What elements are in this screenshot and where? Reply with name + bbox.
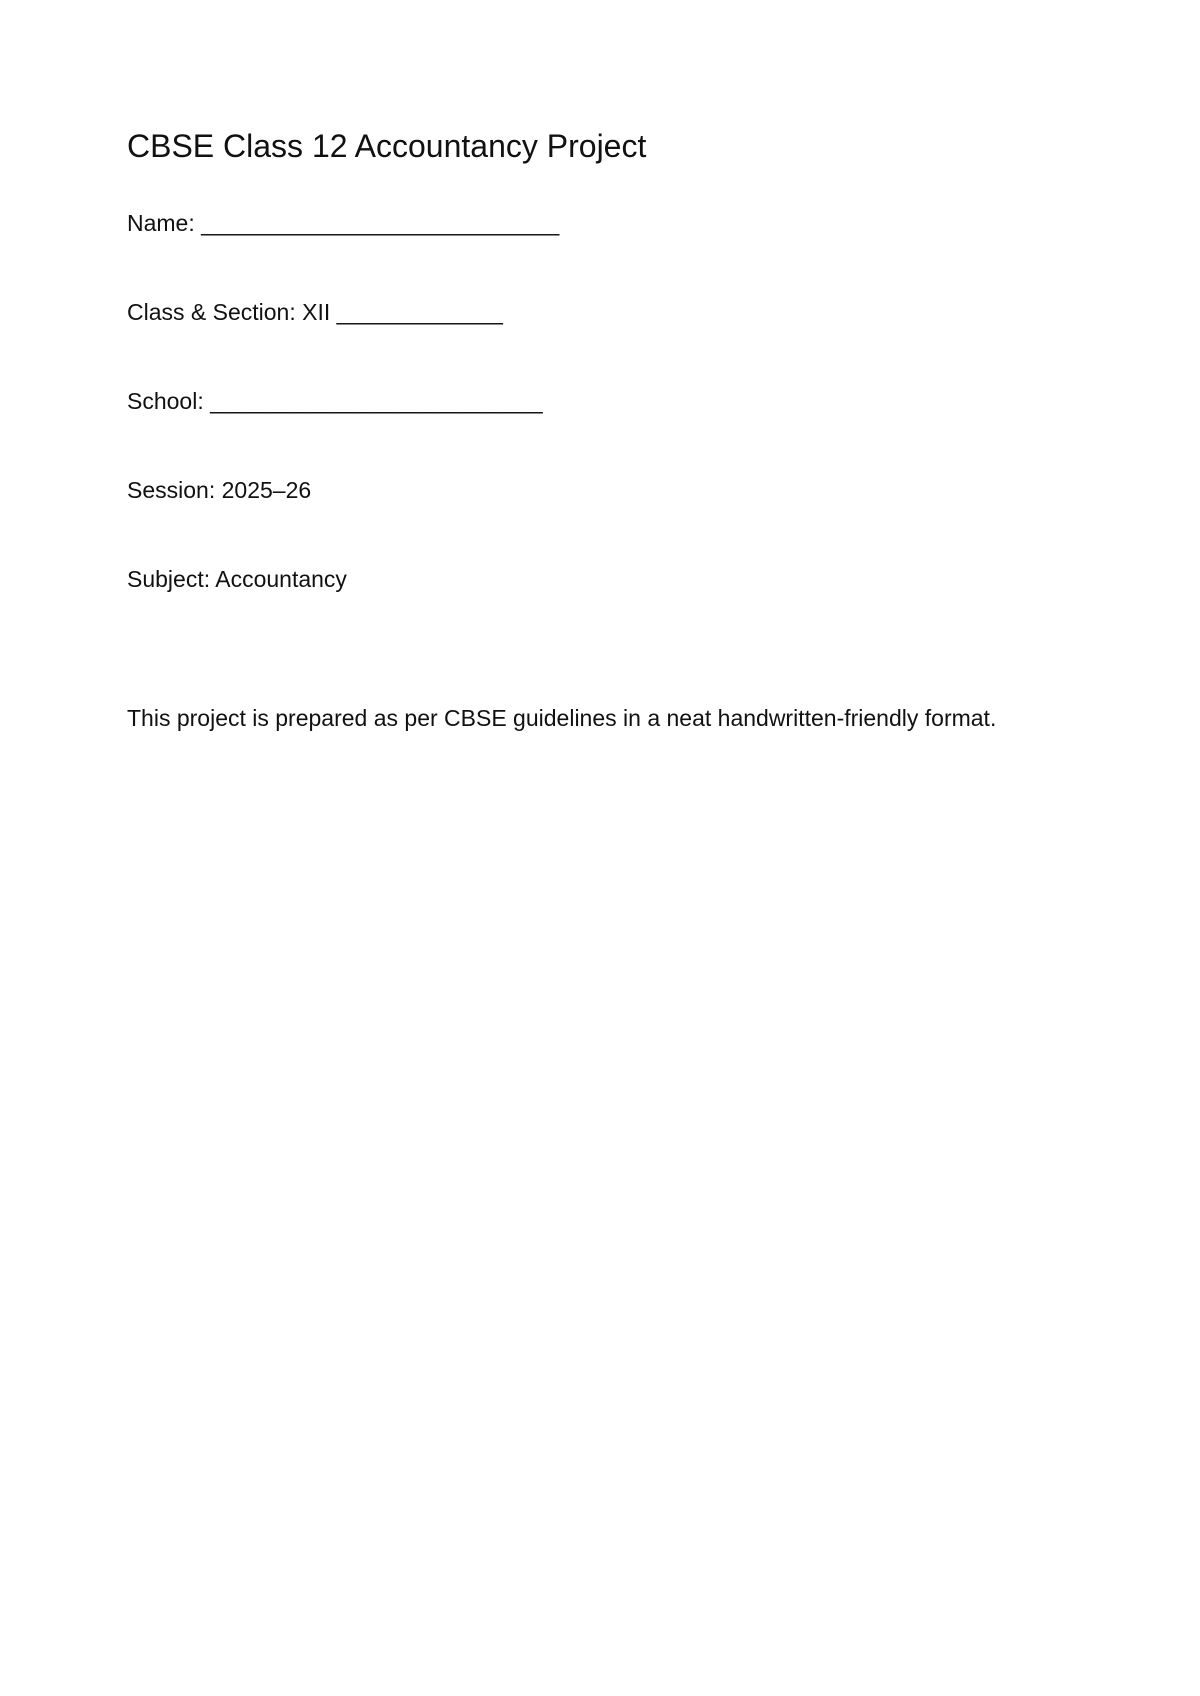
subject-field: Subject: Accountancy bbox=[127, 566, 347, 592]
school-field: School: __________________________ bbox=[127, 388, 543, 414]
class-section-field: Class & Section: XII _____________ bbox=[127, 299, 503, 325]
name-field: Name: ____________________________ bbox=[127, 210, 560, 236]
page-title: CBSE Class 12 Accountancy Project bbox=[127, 128, 647, 164]
project-note: This project is prepared as per CBSE guidelines in a neat handwritten-friendly format. bbox=[127, 705, 997, 731]
session-field: Session: 2025–26 bbox=[127, 477, 312, 503]
